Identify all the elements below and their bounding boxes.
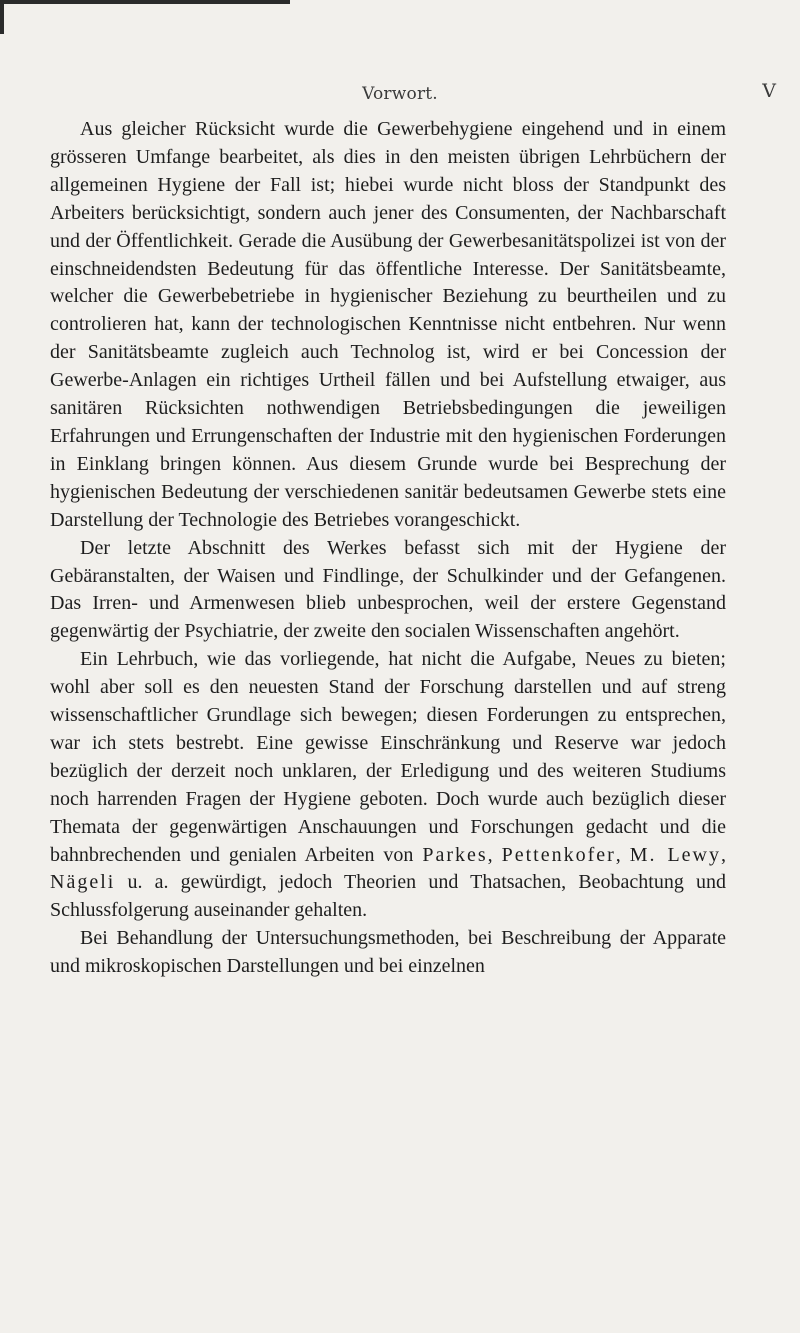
paragraph-1: Aus gleicher Rücksicht wurde die Gewerbehygiene eingehend und in einem grösseren Umfange bearbeitet, als dies in den meisten übrigen Lehrbüchern der allgemeinen Hygiene der Fall ist; hiebei wurde nicht bloss der Standpunkt des Arbeiters berücksichtigt, sondern auch jener des Consumenten, der Nachbarschaft und der Öffentlichkeit. Gerade die Ausübung der Gewerbesanitätspolizei ist von der einschneidendsten Bedeutung für das öffentliche Interesse. Der Sanitätsbeamte, welcher die Gewerbebetriebe in hygienischer Beziehung zu beurtheilen und zu controlieren hat, kann der technologischen Kenntnisse nicht entbehren. Nur wenn der Sanitätsbeamte zugleich auch Technolog ist, wird er bei Concession der Gewerbe-Anlagen ein richtiges Urtheil fällen und bei Aufstellung etwaiger, aus sanitären Rücksichten nothwendigen Betriebsbedingungen die jeweiligen Erfahrungen und Errungenschaften der Industrie mit den hygienischen Forderungen in Einklang bringen können. Aus diesem Grunde wurde bei Besprechung der hygienischen Bedeutung der verschiedenen sanitär bedeutsamen Gewerbe stets eine Darstellung der Technologie des Betriebes vorangeschickt. (50, 118, 726, 531)
running-head: Vorwort. (362, 84, 438, 104)
author-name-naegeli: Nägeli (50, 871, 116, 894)
paragraph-4: Bei Behandlung der Untersuchungsmethoden, bei Beschreibung der Apparate und mikroskopischen Darstellungen und bei einzelnen (50, 927, 726, 978)
paragraph-2: Der letzte Abschnitt des Werkes befasst sich mit der Hygiene der Gebäranstalten, der Waisen und Findlinge, der Schulkinder und der Gefangenen. Das Irren- und Armenwesen blieb unbesprochen, weil der erstere Gegenstand gegenwärtig der Psychiatrie, der zweite den socialen Wissenschaften angehört. (50, 536, 726, 643)
page-header (0, 80, 800, 116)
author-name-pettenkofer: Pettenkofer (501, 843, 616, 866)
scan-edge-shadow-top (0, 0, 290, 4)
separator: , (615, 843, 630, 866)
author-name-lewy: M. Lewy (629, 843, 721, 866)
body-text (50, 116, 726, 981)
author-name-parkes: Parkes (422, 843, 488, 866)
separator: , (721, 843, 726, 866)
scan-edge-shadow-left (0, 0, 4, 34)
paragraph-3 (50, 646, 726, 925)
separator: , (487, 843, 502, 866)
paragraph-3-text-end: u. a. gewürdigt, jedoch Theorien und Thatsachen, Beobachtung und Schlussfolgerung auseinander gehalten. (50, 871, 726, 922)
paragraph-3-text-start: Ein Lehrbuch, wie das vorliegende, hat nicht die Aufgabe, Neues zu bieten; wohl aber soll es den neuesten Stand der Forschung darstellen und auf streng wissenschaftlicher Grundlage sich bewegen; diesen Forderungen zu entsprechen, war ich stets bestrebt. Eine gewisse Einschränkung und Reserve war jedoch bezüglich der derzeit noch unklaren, der Erledigung und des weiteren Studiums noch harrenden Fragen der Hygiene geboten. Doch wurde auch bezüglich dieser Themata der gegenwärtigen Anschauungen und Forschungen gedacht und die bahnbrechenden und genialen Arbeiten von (50, 648, 726, 866)
page-number: V (762, 80, 776, 102)
